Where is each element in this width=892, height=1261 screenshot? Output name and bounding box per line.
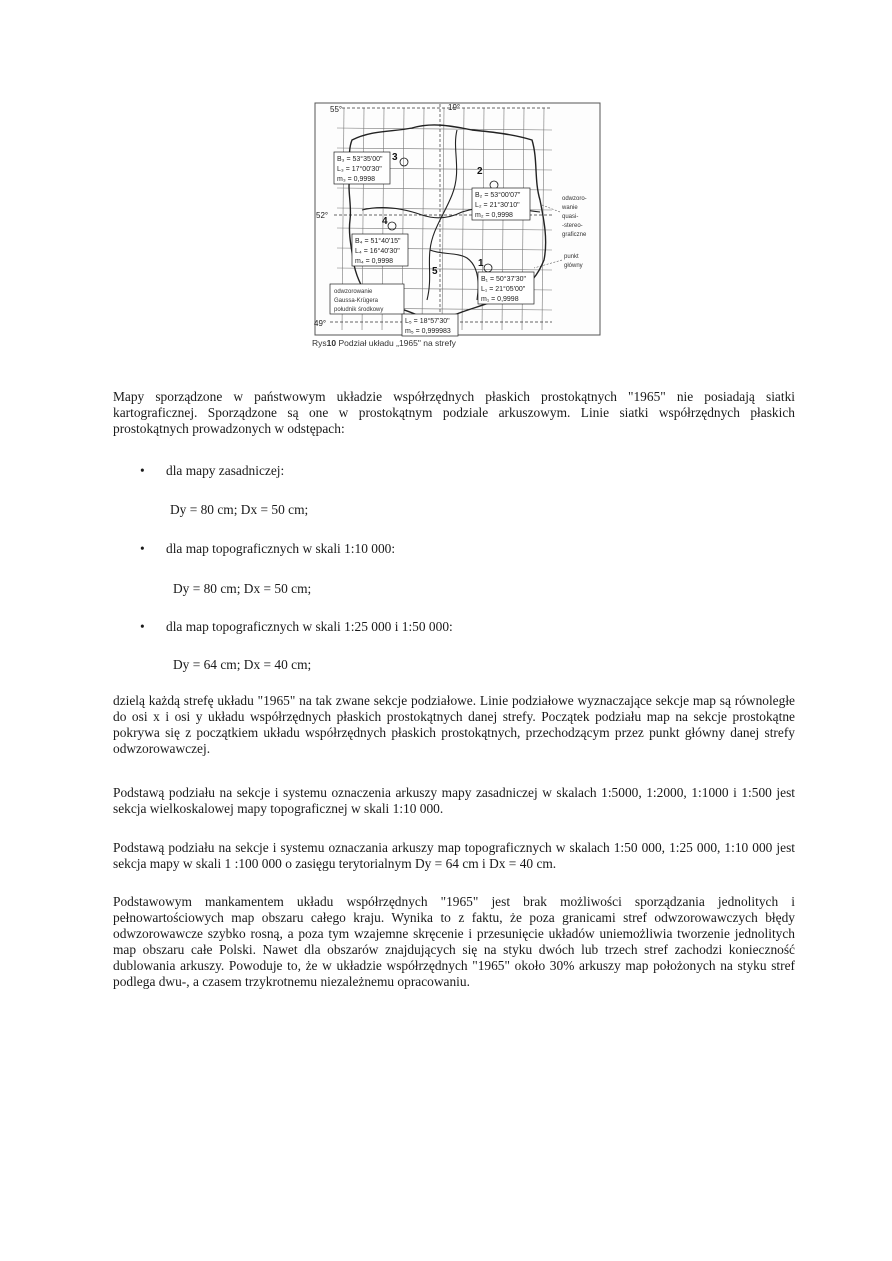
degree-label-52: 52° (316, 211, 329, 220)
bullet-icon: • (140, 541, 145, 556)
svg-text:główny: główny (564, 263, 583, 269)
gauss-kruger-note (330, 284, 404, 314)
degree-label-49: 49° (314, 319, 327, 328)
zone-1-parameters (478, 272, 534, 304)
bullet-value-1: Dy = 80 cm; Dx = 50 cm; (170, 502, 309, 517)
svg-text:punkt: punkt (564, 254, 579, 260)
degree-label-55: 55° (330, 105, 343, 114)
svg-text:quasi-: quasi- (562, 214, 579, 220)
zone-4-parameters (352, 234, 408, 266)
svg-text:L₅ = 18°57'30": L₅ = 18°57'30" (405, 318, 450, 325)
svg-text:B₄ = 51°40'15": B₄ = 51°40'15" (355, 238, 401, 245)
svg-text:B₁ = 50°37'30": B₁ = 50°37'30" (481, 276, 526, 283)
svg-text:m₅ = 0,999983: m₅ = 0,999983 (405, 328, 451, 335)
zone-number-3: 3 (392, 152, 398, 163)
bullet-label: dla map topograficznych w skali 1:25 000 i 1:50 000: (166, 619, 453, 634)
basis-paragraph-1: Podstawą podziału na sekcje i systemu oznaczenia arkuszy mapy zasadniczej w skalach 1:5000, 1:2000, 1:1000 i 1:500 jest sekcja wielkoskalowej mapy topograficznej w skali 1:10 000. (113, 785, 795, 816)
svg-text:Gaussa-Krügera: Gaussa-Krügera (334, 298, 379, 304)
svg-text:L₄ = 16°40'30": L₄ = 16°40'30" (355, 248, 400, 255)
svg-text:m₃ = 0,9998: m₃ = 0,9998 (337, 176, 376, 183)
zone-2-parameters (472, 188, 530, 220)
degree-label-19: 19° (448, 103, 461, 112)
zone-number-1: 1 (478, 258, 484, 269)
svg-text:B₃ = 53°35'00": B₃ = 53°35'00" (337, 156, 383, 163)
figure-caption: Rys10 Podział układu „1965" na strefy (312, 338, 456, 348)
bullet-item-3 (140, 619, 453, 635)
svg-text:L₂ = 21°30'10": L₂ = 21°30'10" (475, 202, 520, 209)
svg-text:L₁ = 21°05'00": L₁ = 21°05'00" (481, 286, 526, 293)
svg-text:południk środkowy: południk środkowy (334, 307, 384, 313)
svg-text:graficzne: graficzne (562, 232, 587, 238)
zone-3-parameters (334, 152, 390, 184)
intro-paragraph: Mapy sporządzone w państwowym układzie współrzędnych płaskich prostokątnych "1965" nie posiadają siatki kartograficznej. Sporządzone są one w prostokątnym podziale arkuszowym. Linie siatki współrzędnych płaskich prostokątnych prowadzonych w odstępach: (113, 389, 795, 436)
zone-division-figure (312, 100, 602, 355)
division-paragraph: dzielą każdą strefę układu "1965" na tak zwane sekcje podziałowe. Linie podziałowe wyznaczające sekcje map są równoległe do osi x i osi y układu współrzędnych płaskich prostokątnych danej strefy. Początek podziału map na sekcje prostokątne pokrywa się z początkiem układu współrzędnych płaskich prostokątnych, przechodzącym przez punkt główny danej strefy odwzorowawczej. (113, 693, 795, 756)
basis-paragraph-2: Podstawą podziału na sekcje i systemu oznaczania arkuszy map topograficznych w skalach 1:50 000, 1:25 000, 1:10 000 jest sekcja mapy w skali 1 :100 000 o zasięgu terytorialnym Dy = 64 cm i Dx = 40 cm. (113, 840, 795, 871)
svg-text:m₄ = 0,9998: m₄ = 0,9998 (355, 258, 394, 265)
svg-text:B₂ = 53°00'07": B₂ = 53°00'07" (475, 192, 521, 199)
bullet-icon: • (140, 463, 145, 478)
zone-map-illustration (312, 100, 602, 340)
bullet-icon: • (140, 619, 145, 634)
zone-number-5: 5 (432, 266, 438, 277)
svg-text:odwzorowanie: odwzorowanie (334, 289, 373, 295)
svg-text:odwzoro-: odwzoro- (562, 196, 587, 202)
bullet-value-3: Dy = 64 cm; Dx = 40 cm; (173, 657, 312, 672)
svg-text:-stereo-: -stereo- (562, 223, 583, 229)
bullet-value-2: Dy = 80 cm; Dx = 50 cm; (173, 581, 312, 596)
bullet-label: dla mapy zasadniczej: (166, 463, 285, 478)
svg-text:m₁ = 0,9998: m₁ = 0,9998 (481, 296, 519, 303)
bullet-label: dla map topograficznych w skali 1:10 000: (166, 541, 396, 556)
bullet-item-2 (140, 541, 395, 557)
zone-5-parameters (402, 314, 458, 336)
zone-number-2: 2 (477, 166, 483, 177)
svg-text:m₂ = 0,9998: m₂ = 0,9998 (475, 212, 513, 219)
svg-text:wanie: wanie (562, 205, 578, 211)
zone-number-4: 4 (382, 216, 388, 227)
svg-text:L₃ = 17°00'30": L₃ = 17°00'30" (337, 166, 382, 173)
drawback-paragraph: Podstawowym mankamentem układu współrzędnych "1965" jest brak możliwości sporządzania jednolitych i pełnowartościowych map obszaru całego kraju. Wynika to z faktu, że poza granicami stref odwzorowawczych błędy odwzorowawcze szybko rosną, a poza tym wzajemne skręcenie i przesunięcie układów uniemożliwia tworzenie jednolitych map obszaru całe Polski. Nawet dla obszarów znajdujących się na styku dwóch lub trzech stref zachodzi konieczność dublowania arkuszy. Powoduje to, że w układzie współrzędnych "1965" około 30% arkuszy map położonych na styku stref podlega dwu-, a czasem trzykrotnemu niezależnemu opracowaniu. (113, 894, 795, 989)
bullet-item-1 (140, 463, 284, 479)
